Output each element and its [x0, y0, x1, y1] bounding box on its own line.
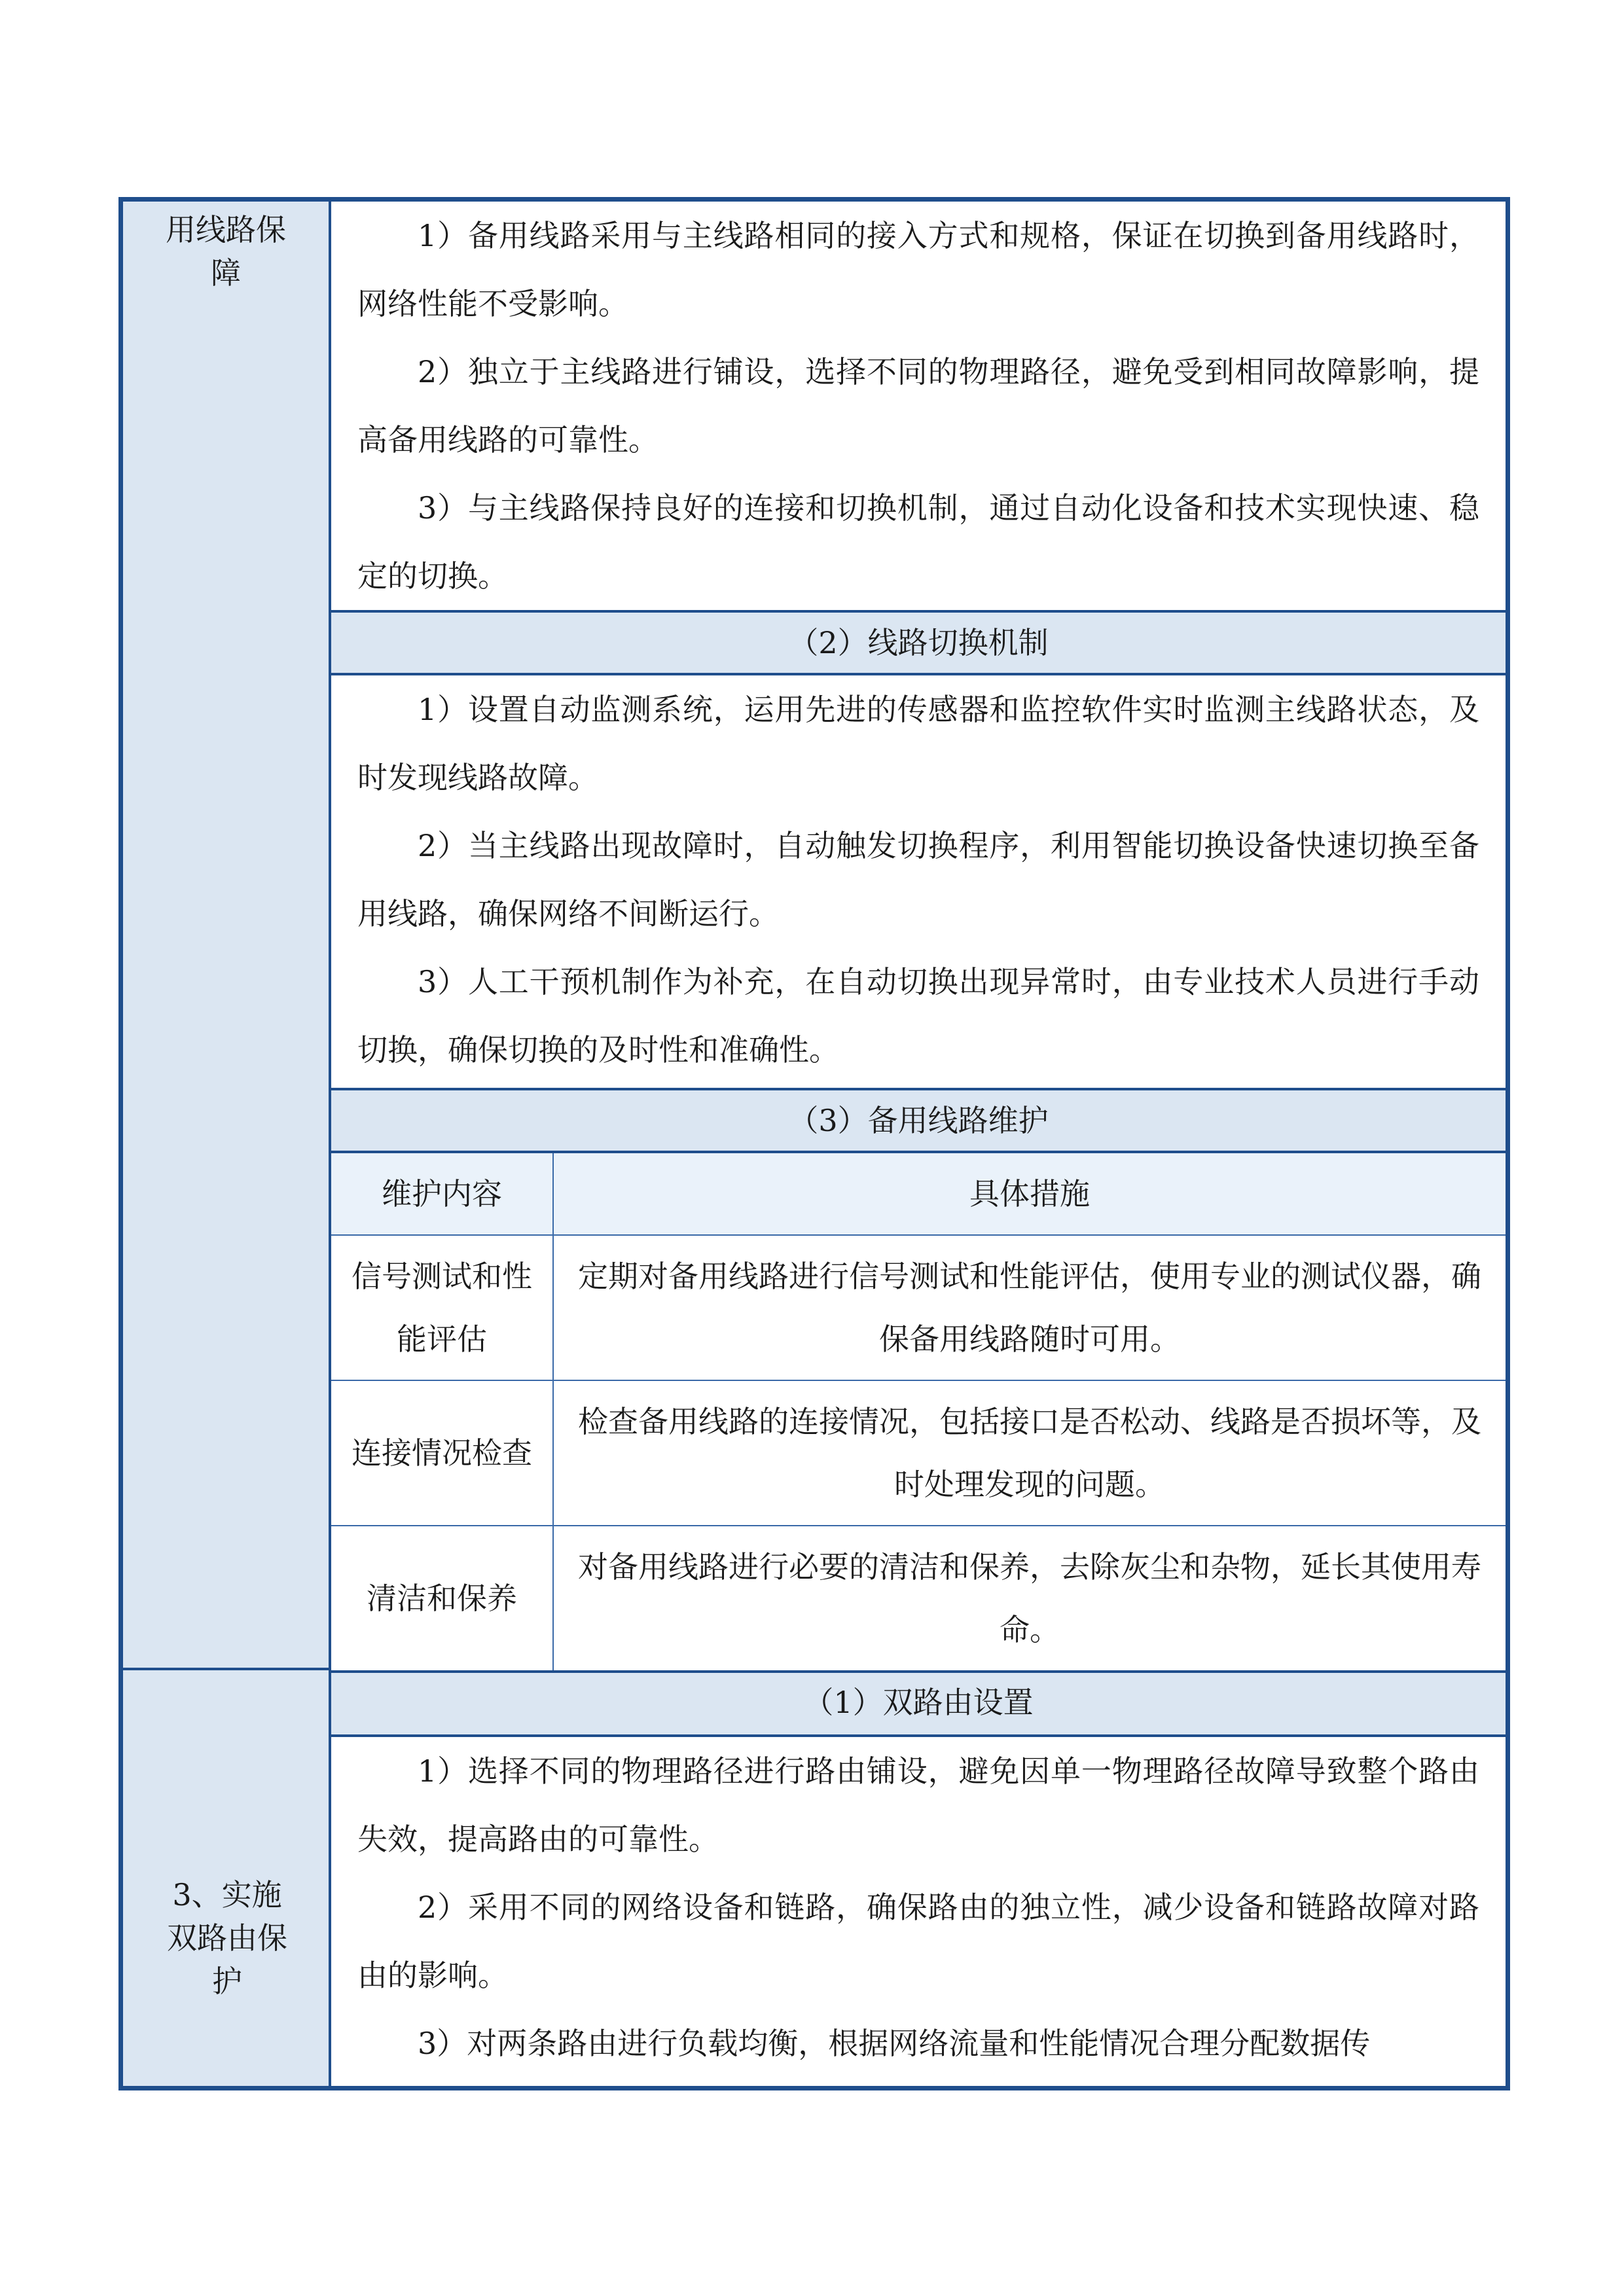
- switch-mechanism-list: [331, 675, 1506, 1084]
- dual-routing-list: [331, 1737, 1506, 2077]
- paragraph: 1）备用线路采用与主线路相同的接入方式和规格，保证在切换到备用线路时，网络性能不受影响。: [357, 218, 1479, 321]
- section-heading-dual-routing: （1）双路由设置: [331, 1673, 1506, 1737]
- content-table: [118, 197, 1510, 2090]
- maintenance-item: 连接情况检查: [331, 1381, 554, 1525]
- section-heading-switch: （2）线路切换机制: [331, 610, 1506, 675]
- table-header-row: [331, 1153, 1506, 1236]
- table-row: [331, 1526, 1506, 1670]
- maintenance-item: 清洁和保养: [331, 1526, 554, 1670]
- left-label-dual-routing: 3、实施双路由保护: [167, 1877, 287, 1999]
- table-row: [331, 1381, 1506, 1526]
- maintenance-item: 信号测试和性能评估: [331, 1236, 554, 1380]
- left-cell-dual-routing: [123, 1670, 331, 2086]
- paragraph: 1）设置自动监测系统，运用先进的传感器和监控软件实时监测主线路状态，及时发现线路故障。: [357, 692, 1479, 795]
- paragraph: 3）与主线路保持良好的连接和切换机制，通过自动化设备和技术实现快速、稳定的切换。: [357, 490, 1479, 594]
- paragraph: 2）独立于主线路进行铺设，选择不同的物理路径，避免受到相同故障影响，提高备用线路的可靠性。: [357, 354, 1479, 457]
- column-header-measure: 具体措施: [969, 1176, 1090, 1211]
- maintenance-measure: 对备用线路进行必要的清洁和保养，去除灰尘和杂物，延长其使用寿命。: [578, 1549, 1481, 1647]
- left-cell-backup-line: [123, 202, 331, 1670]
- maintenance-measure: 定期对备用线路进行信号测试和性能评估，使用专业的测试仪器，确保备用线路随时可用。: [578, 1259, 1481, 1357]
- left-label-backup-line: 用线路保障: [166, 212, 286, 291]
- paragraph: 3）人工干预机制作为补充，在自动切换出现异常时，由专业技术人员进行手动切换，确保切换的及时性和准确性。: [357, 964, 1479, 1067]
- right-column-section3: [331, 1670, 1506, 2086]
- table-row: [331, 1236, 1506, 1381]
- paragraph: 3）对两条路由进行负载均衡，根据网络流量和性能情况合理分配数据传: [418, 2026, 1371, 2061]
- maintenance-measure: 检查备用线路的连接情况，包括接口是否松动、线路是否损坏等，及时处理发现的问题。: [578, 1404, 1481, 1502]
- paragraph: 2）当主线路出现故障时，自动触发切换程序，利用智能切换设备快速切换至备用线路，确保网络不间断运行。: [357, 828, 1479, 931]
- paragraph: 1）选择不同的物理路径进行路由铺设，避免因单一物理路径故障导致整个路由失效，提高路由的可靠性。: [357, 1753, 1479, 1857]
- section-heading-maintenance: （3）备用线路维护: [331, 1088, 1506, 1153]
- maintenance-table: [331, 1153, 1506, 1670]
- right-column-section2: [331, 202, 1506, 1670]
- paragraph: 2）采用不同的网络设备和链路，确保路由的独立性，减少设备和链路故障对路由的影响。: [357, 1890, 1479, 1993]
- backup-line-intro: [331, 202, 1506, 610]
- column-header-item: 维护内容: [331, 1153, 554, 1234]
